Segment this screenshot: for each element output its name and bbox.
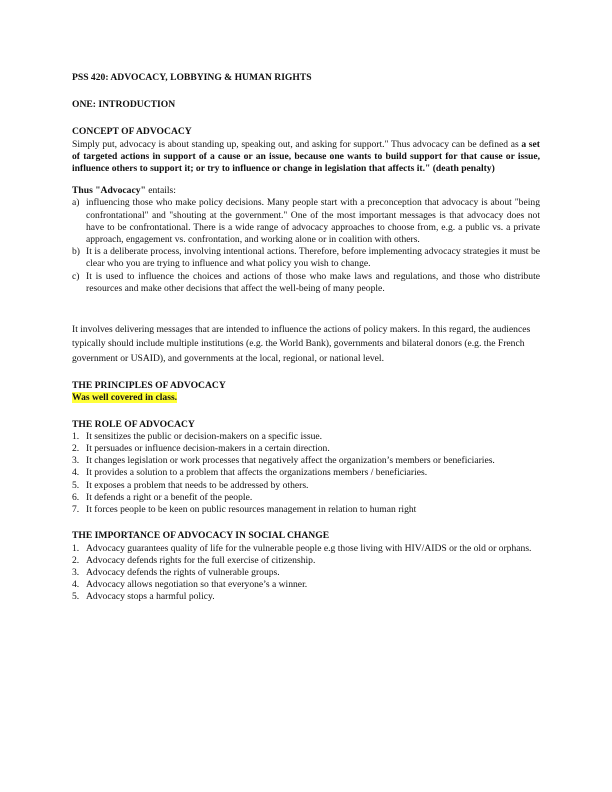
list-item: [72, 455, 540, 467]
involves-paragraph: It involves delivering messages that are intended to influence the actions of policy makers. In this regard, the audiences typically should include multiple institutions (e.g. the World Bank), governments and bilateral donors (e.g. the French government or USAID), and governments at the local, regional, or national level.: [72, 324, 531, 364]
document-title: PSS 420: ADVOCACY, LOBBYING & HUMAN RIGHTS: [72, 72, 312, 83]
list-item-text: Advocacy stops a harmful policy.: [86, 591, 215, 603]
list-item-text: It sensitizes the public or decision-makers on a specific issue.: [86, 430, 323, 442]
list-item: [72, 480, 540, 492]
list-marker: c): [72, 270, 80, 282]
list-marker: 4.: [72, 579, 80, 591]
list-marker: b): [72, 246, 80, 258]
list-marker: 7.: [72, 504, 80, 516]
document-body: [72, 72, 540, 604]
list-item-text: It forces people to be keen on public resources management in relation to human right: [86, 504, 417, 516]
highlighted-note: Was well covered in class.: [72, 392, 178, 404]
list-item-text: It is a deliberate process, involving intentional actions. Therefore, before implementing advocacy strategies it must be clear who you are trying to influence and what policy you wish to change.: [86, 246, 540, 270]
concept-definition: a set of targeted actions in support of a cause or an issue, because one wants to build support for that cause or issue, influence others to support it; or try to influence or change in legislation that affects it." (death penalty): [72, 138, 540, 175]
list-marker: 2.: [72, 554, 80, 566]
list-marker: a): [72, 197, 80, 209]
entails-lead: [72, 185, 540, 197]
list-item: [72, 579, 540, 591]
list-item-text: Advocacy guarantees quality of life for the vulnerable people e.g those living with HIV/AIDS or the old or orphans.: [86, 542, 532, 554]
list-item: [72, 467, 540, 479]
list-marker: 6.: [72, 491, 80, 503]
importance-list: [72, 543, 540, 604]
list-marker: 5.: [72, 479, 80, 491]
list-item-text: Advocacy defends the rights of vulnerable groups.: [86, 566, 280, 578]
list-marker: 3.: [72, 566, 80, 578]
list-item: [72, 492, 540, 504]
list-item: [72, 567, 540, 579]
list-item: [72, 591, 540, 603]
list-marker: 3.: [72, 455, 80, 467]
entails-list: [72, 197, 540, 295]
list-item: [72, 246, 540, 270]
list-item: [72, 504, 540, 516]
list-marker: 4.: [72, 467, 80, 479]
role-list: [72, 431, 540, 516]
importance-heading: THE IMPORTANCE OF ADVOCACY IN SOCIAL CHANGE: [72, 530, 330, 542]
list-item-text: It persuades or influence decision-makers in a certain direction.: [86, 443, 330, 455]
list-item: [72, 543, 540, 555]
principles-heading: THE PRINCIPLES OF ADVOCACY: [72, 380, 226, 392]
list-item: [72, 431, 540, 443]
entails-plain: entails:: [145, 185, 176, 197]
list-item-text: Advocacy allows negotiation so that everyone’s a winner.: [86, 579, 308, 591]
principles-note: [72, 392, 540, 404]
section-heading-introduction: ONE: INTRODUCTION: [72, 99, 176, 111]
list-item: [72, 271, 540, 295]
list-item-text: Advocacy defends rights for the full exercise of citizenship.: [86, 554, 316, 566]
list-item: [72, 443, 540, 455]
list-marker: 1.: [72, 542, 80, 554]
role-heading: THE ROLE OF ADVOCACY: [72, 418, 195, 430]
list-marker: 1.: [72, 430, 80, 442]
list-marker: 2.: [72, 443, 80, 455]
concept-heading: CONCEPT OF ADVOCACY: [72, 126, 192, 138]
list-item-text: It exposes a problem that needs to be addressed by others.: [86, 479, 309, 491]
list-item-text: It provides a solution to a problem that affects the organizations members / beneficiaries.: [86, 467, 428, 479]
concept-paragraph: [72, 139, 540, 176]
entails-bold: Thus "Advocacy": [72, 185, 146, 197]
list-item: [72, 197, 540, 246]
concept-intro-text: Simply put, advocacy is about standing up, speaking out, and asking for support." Thus advocacy can be defined as: [72, 138, 522, 150]
list-item: [72, 555, 540, 567]
list-item-text: influencing those who make policy decisions. Many people start with a preconception that advocacy is about "being confrontational" and "shouting at the government." One of the most important messages is that advocacy does not have to be confrontational. There is a wide range of advocacy approaches to choose from, e.g. a public vs. a private approach, engagement vs. confrontation, and working alone or in coalition with others.: [86, 197, 540, 246]
list-marker: 5.: [72, 591, 80, 603]
list-item-text: It changes legislation or work processes that negatively affect the organization’s members or beneficiaries.: [86, 455, 495, 467]
list-item-text: It defends a right or a benefit of the people.: [86, 491, 253, 503]
list-item-text: It is used to influence the choices and actions of those who make laws and regulations, and those who distribute resources and make other decisions that affect the well-being of many people.: [86, 270, 540, 294]
